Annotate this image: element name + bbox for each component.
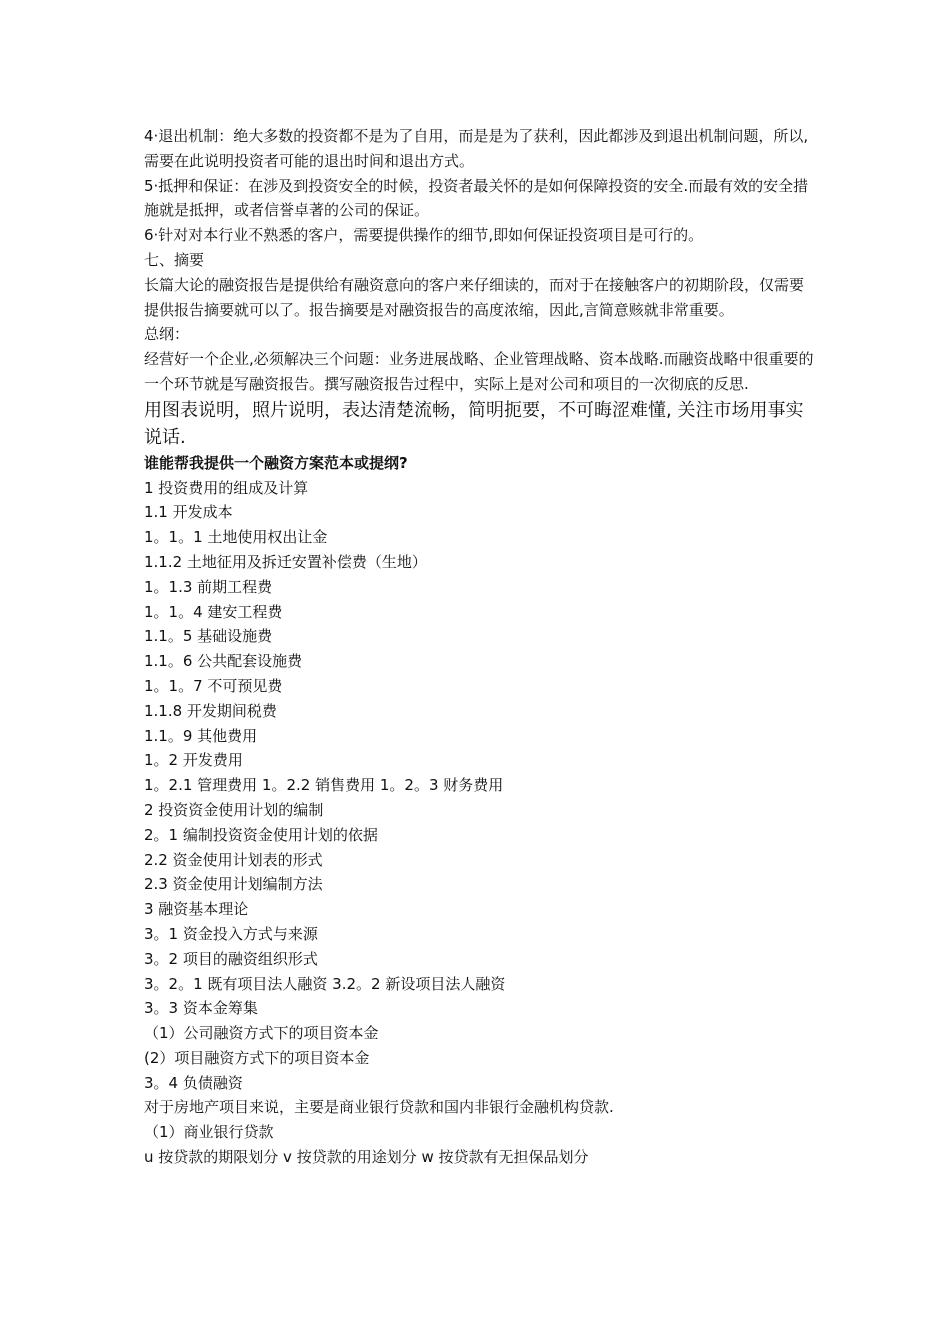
list-item: 1 投资费用的组成及计算 bbox=[144, 478, 309, 497]
list-item: 2.2 资金使用计划表的形式 bbox=[144, 850, 323, 869]
list-item: 1.1。9 其他费用 bbox=[144, 726, 258, 745]
list-item: 对于房地产项目来说，主要是商业银行贷款和国内非银行金融机构贷款. bbox=[144, 1098, 614, 1117]
question-heading: 谁能帮我提供一个融资方案范本或提纲? bbox=[144, 453, 408, 472]
list-item: 3。4 负债融资 bbox=[144, 1073, 243, 1092]
list-item: 2.3 资金使用计划编制方法 bbox=[144, 875, 323, 894]
section-heading-summary: 七、摘要 bbox=[144, 250, 205, 269]
list-item: 1。1.3 前期工程费 bbox=[144, 577, 273, 596]
list-item: 1.1。5 基础设施费 bbox=[144, 627, 273, 646]
list-item: 1。2 开发费用 bbox=[144, 751, 243, 770]
list-item: 2 投资资金使用计划的编制 bbox=[144, 800, 324, 819]
paragraph-collateral-guarantee: 5·抵押和保证：在涉及到投资安全的时候，投资者最关怀的是如何保障投资的安全.而最有效的安全措施就是抵押，或者信誉卓著的公司的保证。 bbox=[144, 176, 809, 220]
list-item: 3。2 项目的融资组织形式 bbox=[144, 949, 318, 968]
paragraph-summary: 长篇大论的融资报告是提供给有融资意向的客户来仔细读的，而对于在接触客户的初期阶段，仅需要提供报告摘要就可以了。报告摘要是对融资报告的高度浓缩，因此,言简意赅就非常重要。 bbox=[144, 275, 805, 319]
list-item: 3。1 资金投入方式与来源 bbox=[144, 924, 318, 943]
list-item: 2。1 编制投资资金使用计划的依据 bbox=[144, 825, 378, 844]
list-item: （1）公司融资方式下的项目资本金 bbox=[144, 1024, 379, 1043]
list-item: 1。1。1 土地使用权出让金 bbox=[144, 528, 328, 547]
list-item: 3。3 资本金筹集 bbox=[144, 999, 258, 1018]
list-item: (2）项目融资方式下的项目资本金 bbox=[144, 1048, 370, 1067]
list-item: 1。1。7 不可预见费 bbox=[144, 676, 283, 695]
paragraph-outline: 经营好一个企业,必须解决三个问题：业务进展战略、企业管理战略、资本战略.而融资战略中很重要的一个环节就是写融资报告。撰写融资报告过程中，实际上是对公司和项目的一次彻底的反思. bbox=[144, 350, 814, 393]
section-heading-outline: 总纲： bbox=[144, 325, 190, 344]
list-item: 1.1。6 公共配套设施费 bbox=[144, 652, 303, 671]
paragraph-emphasis: 用图表说明，照片说明，表达清楚流畅，简明扼要，不可晦涩难懂, 关注市场用事实说话. bbox=[144, 399, 804, 448]
list-item: 1。2.1 管理费用 1。2.2 销售费用 1。2。3 财务费用 bbox=[144, 776, 504, 795]
outline-list bbox=[144, 476, 816, 1170]
list-item: 3 融资基本理论 bbox=[144, 900, 249, 919]
list-item: （1）商业银行贷款 bbox=[144, 1123, 274, 1142]
paragraph-exit-mechanism: 4·退出机制：绝大多数的投资都不是为了自用，而是是为了获利，因此都涉及到退出机制问题，所以,需要在此说明投资者可能的退出时间和退出方式。 bbox=[144, 127, 809, 170]
paragraph-operation-details: 6·针对对本行业不熟悉的客户，需要提供操作的细节,即如何保证投资项目是可行的。 bbox=[144, 226, 704, 245]
list-item: 1。1。4 建安工程费 bbox=[144, 602, 283, 621]
list-item: 1.1.8 开发期间税费 bbox=[144, 701, 277, 720]
list-item: u 按贷款的期限划分 v 按贷款的用途划分 w 按贷款有无担保品划分 bbox=[144, 1148, 589, 1167]
list-item: 1.1 开发成本 bbox=[144, 503, 233, 522]
list-item: 1.1.2 土地征用及拆迁安置补偿费（生地） bbox=[144, 552, 427, 571]
document-page bbox=[144, 124, 816, 1170]
list-item: 3。2。1 既有项目法人融资 3.2。2 新设项目法人融资 bbox=[144, 974, 506, 993]
